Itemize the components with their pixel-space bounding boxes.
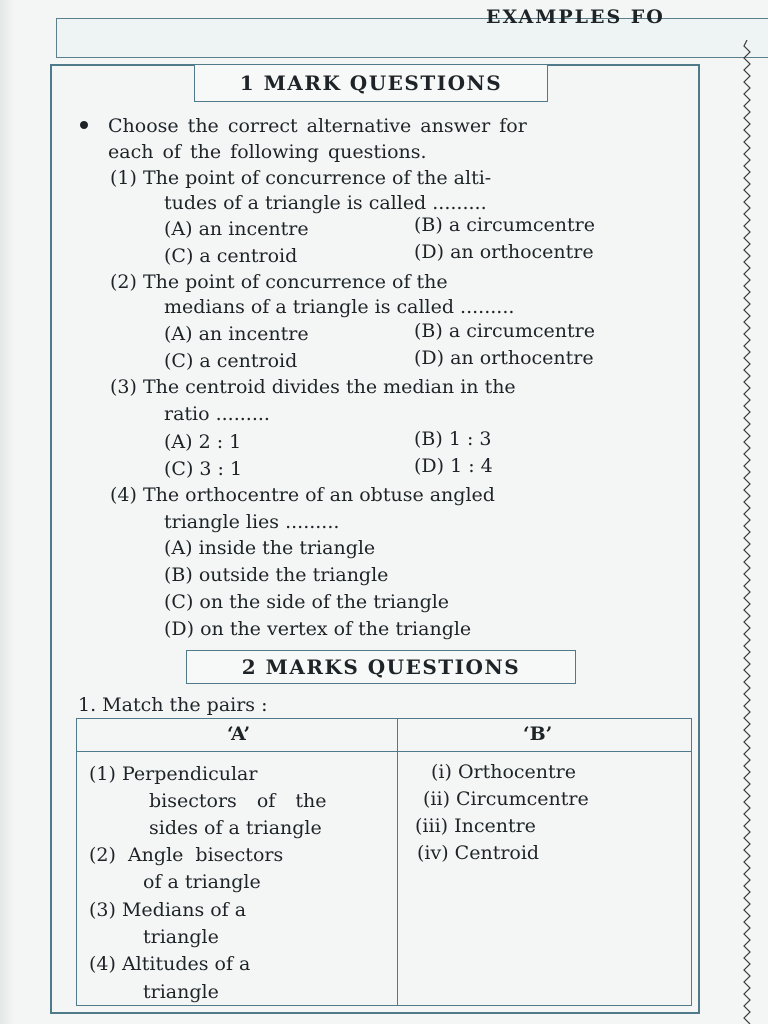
table-column-divider [397, 719, 398, 1005]
col-a-line-7: triangle [143, 926, 219, 948]
question-3-option-d: (D) 1 : 4 [414, 455, 493, 477]
question-4-option-c: (C) on the side of the triangle [164, 591, 450, 613]
question-2-stem-line-2: medians of a triangle is called ......... [164, 296, 515, 318]
question-2-option-a: (A) an incentre [164, 323, 309, 345]
col-b-line-1: (i) Orthocentre [431, 761, 576, 783]
table-header-row [77, 719, 691, 752]
col-b-line-4: (iv) Centroid [417, 842, 540, 864]
question-2-option-b: (B) a circumcentre [414, 320, 595, 342]
question-1-option-c: (C) a centroid [164, 245, 298, 267]
question-2-option-d: (D) an orthocentre [414, 347, 594, 369]
question-1-option-b: (B) a circumcentre [414, 214, 595, 236]
question-1-option-d: (D) an orthocentre [414, 241, 594, 263]
question-1-stem-line-1: (1) The point of concurrence of the alti- [110, 167, 492, 189]
col-b-line-2: (ii) Circumcentre [423, 788, 589, 810]
col-a-line-5: of a triangle [143, 871, 261, 893]
col-a-line-2: bisectors of the [149, 790, 327, 812]
question-1-stem-line-2: tudes of a triangle is called ......... [164, 192, 487, 214]
section-heading-2-marks: 2 MARKS QUESTIONS [186, 650, 576, 684]
question-3-stem-line-2: ratio ......... [164, 403, 270, 425]
page-header-title: EXAMPLES FO [486, 6, 665, 28]
section-heading-1-mark: 1 MARK QUESTIONS [194, 64, 548, 102]
question-2-stem-line-1: (2) The point of concurrence of the [110, 271, 448, 293]
col-b-line-3: (iii) Incentre [415, 815, 536, 837]
column-b-header: ‘B’ [523, 723, 553, 745]
question-4-option-a: (A) inside the triangle [164, 537, 376, 559]
question-4-option-d: (D) on the vertex of the triangle [164, 618, 472, 640]
question-4-option-b: (B) outside the triangle [164, 564, 389, 586]
question-3-stem-line-1: (3) The centroid divides the median in the [110, 376, 516, 398]
match-question-label: 1. Match the pairs : [78, 694, 268, 716]
question-4-stem-line-2: triangle lies ......... [164, 511, 340, 533]
question-1-option-a: (A) an incentre [164, 218, 309, 240]
col-a-line-4: (2) Angle bisectors [89, 844, 284, 866]
bullet-icon [80, 121, 88, 129]
instruction-line-1: Choose the correct alternative answer for [108, 115, 527, 137]
question-3-option-b: (B) 1 : 3 [414, 428, 492, 450]
instruction-line-2: each of the following questions. [108, 141, 427, 163]
wavy-margin-border [742, 40, 752, 1024]
column-a-header: ‘A’ [227, 723, 251, 745]
question-3-option-a: (A) 2 : 1 [164, 431, 242, 453]
question-4-stem-line-1: (4) The orthocentre of an obtuse angled [110, 484, 495, 506]
col-a-line-1: (1) Perpendicular [89, 763, 258, 785]
page-edge-shadow [0, 0, 14, 1024]
col-a-line-8: (4) Altitudes of a [89, 953, 251, 975]
col-a-line-3: sides of a triangle [149, 817, 322, 839]
col-a-line-6: (3) Medians of a [89, 899, 247, 921]
col-a-line-9: triangle [143, 981, 219, 1003]
question-3-option-c: (C) 3 : 1 [164, 458, 243, 480]
match-pairs-table [76, 718, 692, 1006]
question-2-option-c: (C) a centroid [164, 350, 298, 372]
